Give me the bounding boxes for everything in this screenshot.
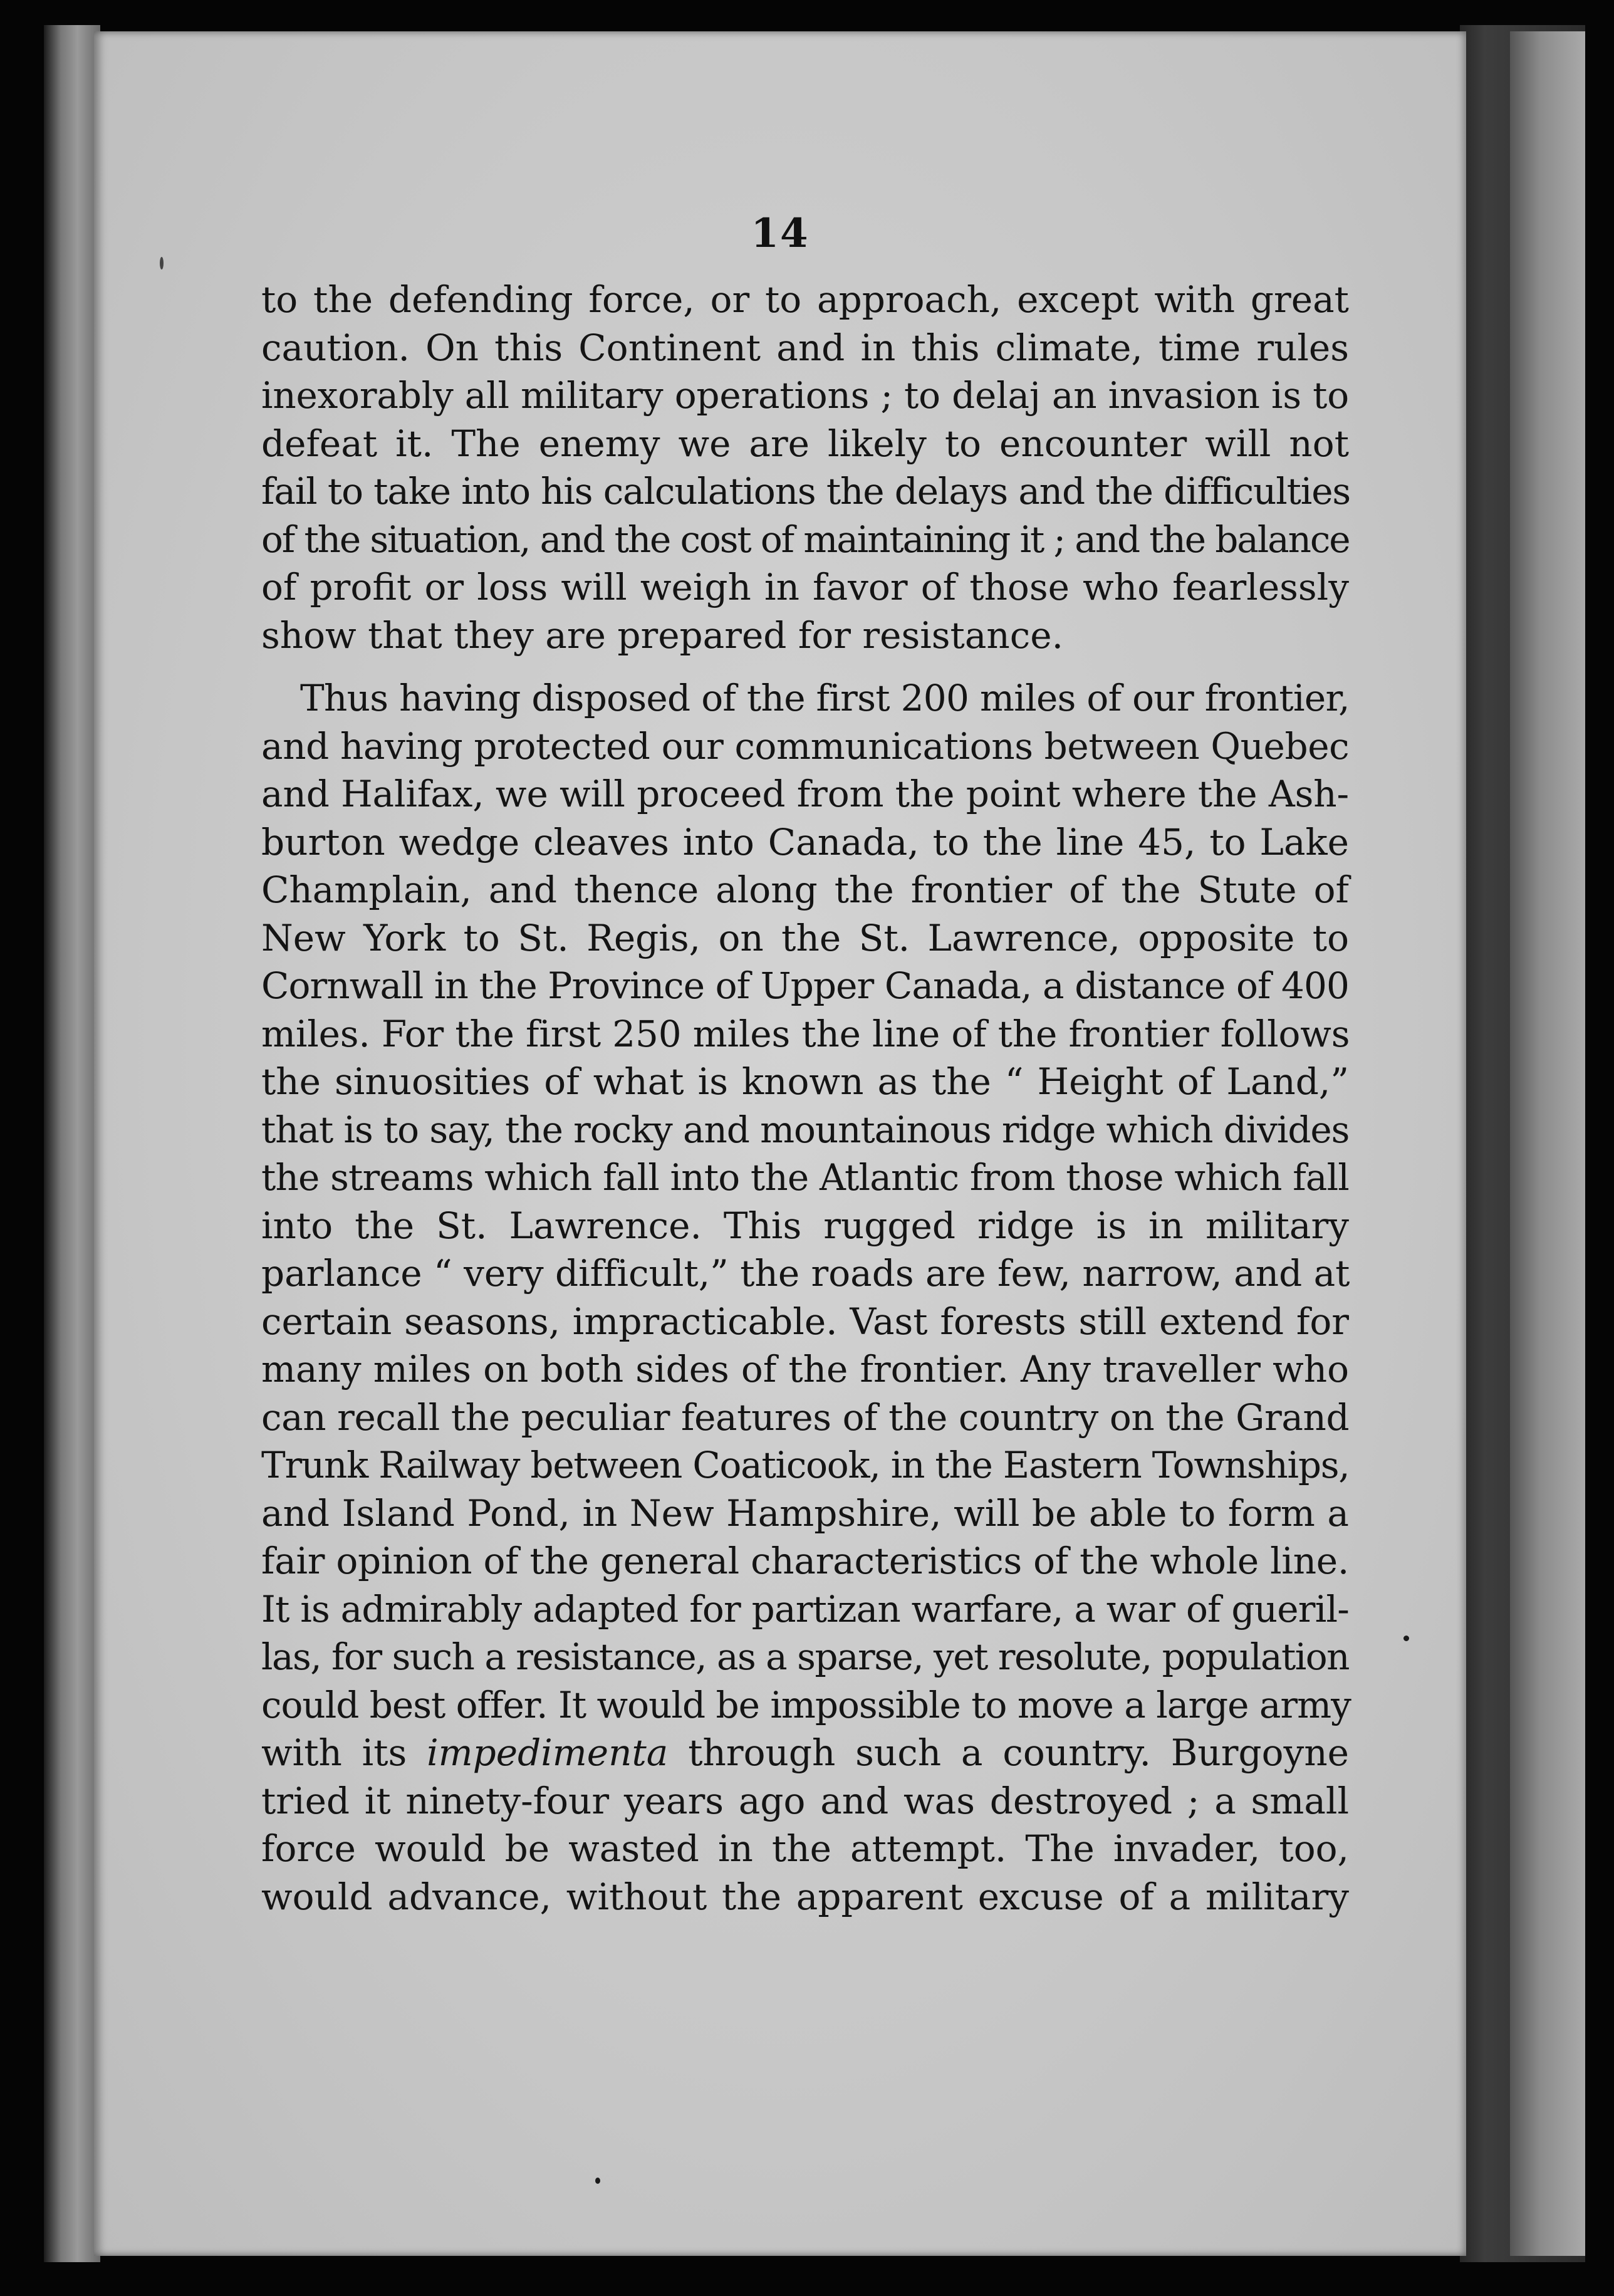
text-line: Cornwall in the Province of Upper Canada, a distance of 400 <box>261 964 1349 1007</box>
page-number: 14 <box>751 210 810 257</box>
text-line: New York to St. Regis, on the St. Lawrence, opposite to <box>261 916 1349 959</box>
text-line: certain seasons, impracticable. Vast forests still extend for <box>261 1300 1349 1343</box>
text-line: Trunk Railway between Coaticook, in the Eastern Townships, <box>261 1444 1350 1486</box>
scan-speck <box>160 257 164 269</box>
scan-speck <box>1403 1636 1409 1641</box>
text-line: show that they are prepared for resistance. <box>261 613 1064 657</box>
text-line: force would be wasted in the attempt. The invader, too, <box>261 1827 1349 1870</box>
text-line: of profit or loss will weigh in favor of those who fearlessly <box>261 566 1349 608</box>
text-line: fail to take into his calculations the delays and the difficulties <box>261 470 1351 513</box>
text-line: tried it ninety-four years ago and was destroyed ; a small <box>261 1779 1349 1822</box>
text-line: that is to say, the rocky and mountainous ridge which divides <box>261 1108 1350 1151</box>
text-line: fair opinion of the general characteristics of the whole line. <box>261 1540 1349 1582</box>
text-line: to the defending force, or to approach, except with great <box>261 278 1349 321</box>
text-line: could best offer. It would be impossible to move a large army <box>261 1683 1351 1726</box>
text-line: caution. On this Continent and in this climate, time rules <box>261 326 1349 369</box>
text-line: can recall the peculiar features of the country on the Grand <box>261 1396 1350 1439</box>
text-line: would advance, without the apparent excuse of a military <box>261 1875 1349 1918</box>
text-line-italic <box>261 1729 1349 1777</box>
text-line: the streams which fall into the Atlantic from those which fall <box>261 1156 1349 1199</box>
right-page-edge <box>1510 31 1585 2256</box>
paragraph-1 <box>261 276 1349 659</box>
text-line: Thus having disposed of the first 200 miles of our frontier, <box>300 677 1350 719</box>
text-line: miles. For the first 250 miles the line of the frontier follows <box>261 1012 1350 1055</box>
text-line: Champlain, and thence along the frontier of the Stute of <box>261 869 1349 911</box>
text-line: burton wedge cleaves into Canada, to the line 45, to Lake <box>261 820 1349 864</box>
text-line: and having protected our communications between Quebec <box>261 724 1350 768</box>
text-line: defeat it. The enemy we are likely to encounter will not <box>261 422 1349 465</box>
text-line: into the St. Lawrence. This rugged ridge is in military <box>261 1204 1349 1247</box>
text-line: inexorably all military operations ; to delaj an invasion is to <box>261 374 1349 417</box>
text-line: parlance “ very difficult,” the roads are few, narrow, and at <box>261 1252 1350 1295</box>
book-binding-edge <box>44 25 100 2262</box>
paragraph-2 <box>261 674 1349 1921</box>
text-line: and Halifax, we will proceed from the point where the Ash- <box>261 773 1349 815</box>
italic-word-impedimenta: impedimenta <box>427 1731 669 1774</box>
text-line: of the situation, and the cost of maintaining it ; and the balance <box>261 518 1350 561</box>
text-line: las, for such a resistance, as a sparse, yet resolute, population <box>261 1636 1349 1678</box>
text-line: and Island Pond, in New Hampshire, will be able to form a <box>261 1491 1349 1535</box>
text-fragment: with its <box>261 1731 427 1774</box>
text-line: It is admirably adapted for partizan warfare, a war of gueril- <box>261 1587 1349 1631</box>
scan-speck <box>595 2178 600 2184</box>
text-line: the sinuosities of what is known as the “ Height of Land,” <box>261 1060 1349 1103</box>
text-fragment: through such a country. Burgoyne <box>668 1731 1349 1774</box>
body-text <box>261 276 1349 1921</box>
text-line: many miles on both sides of the frontier. Any traveller who <box>261 1348 1349 1391</box>
